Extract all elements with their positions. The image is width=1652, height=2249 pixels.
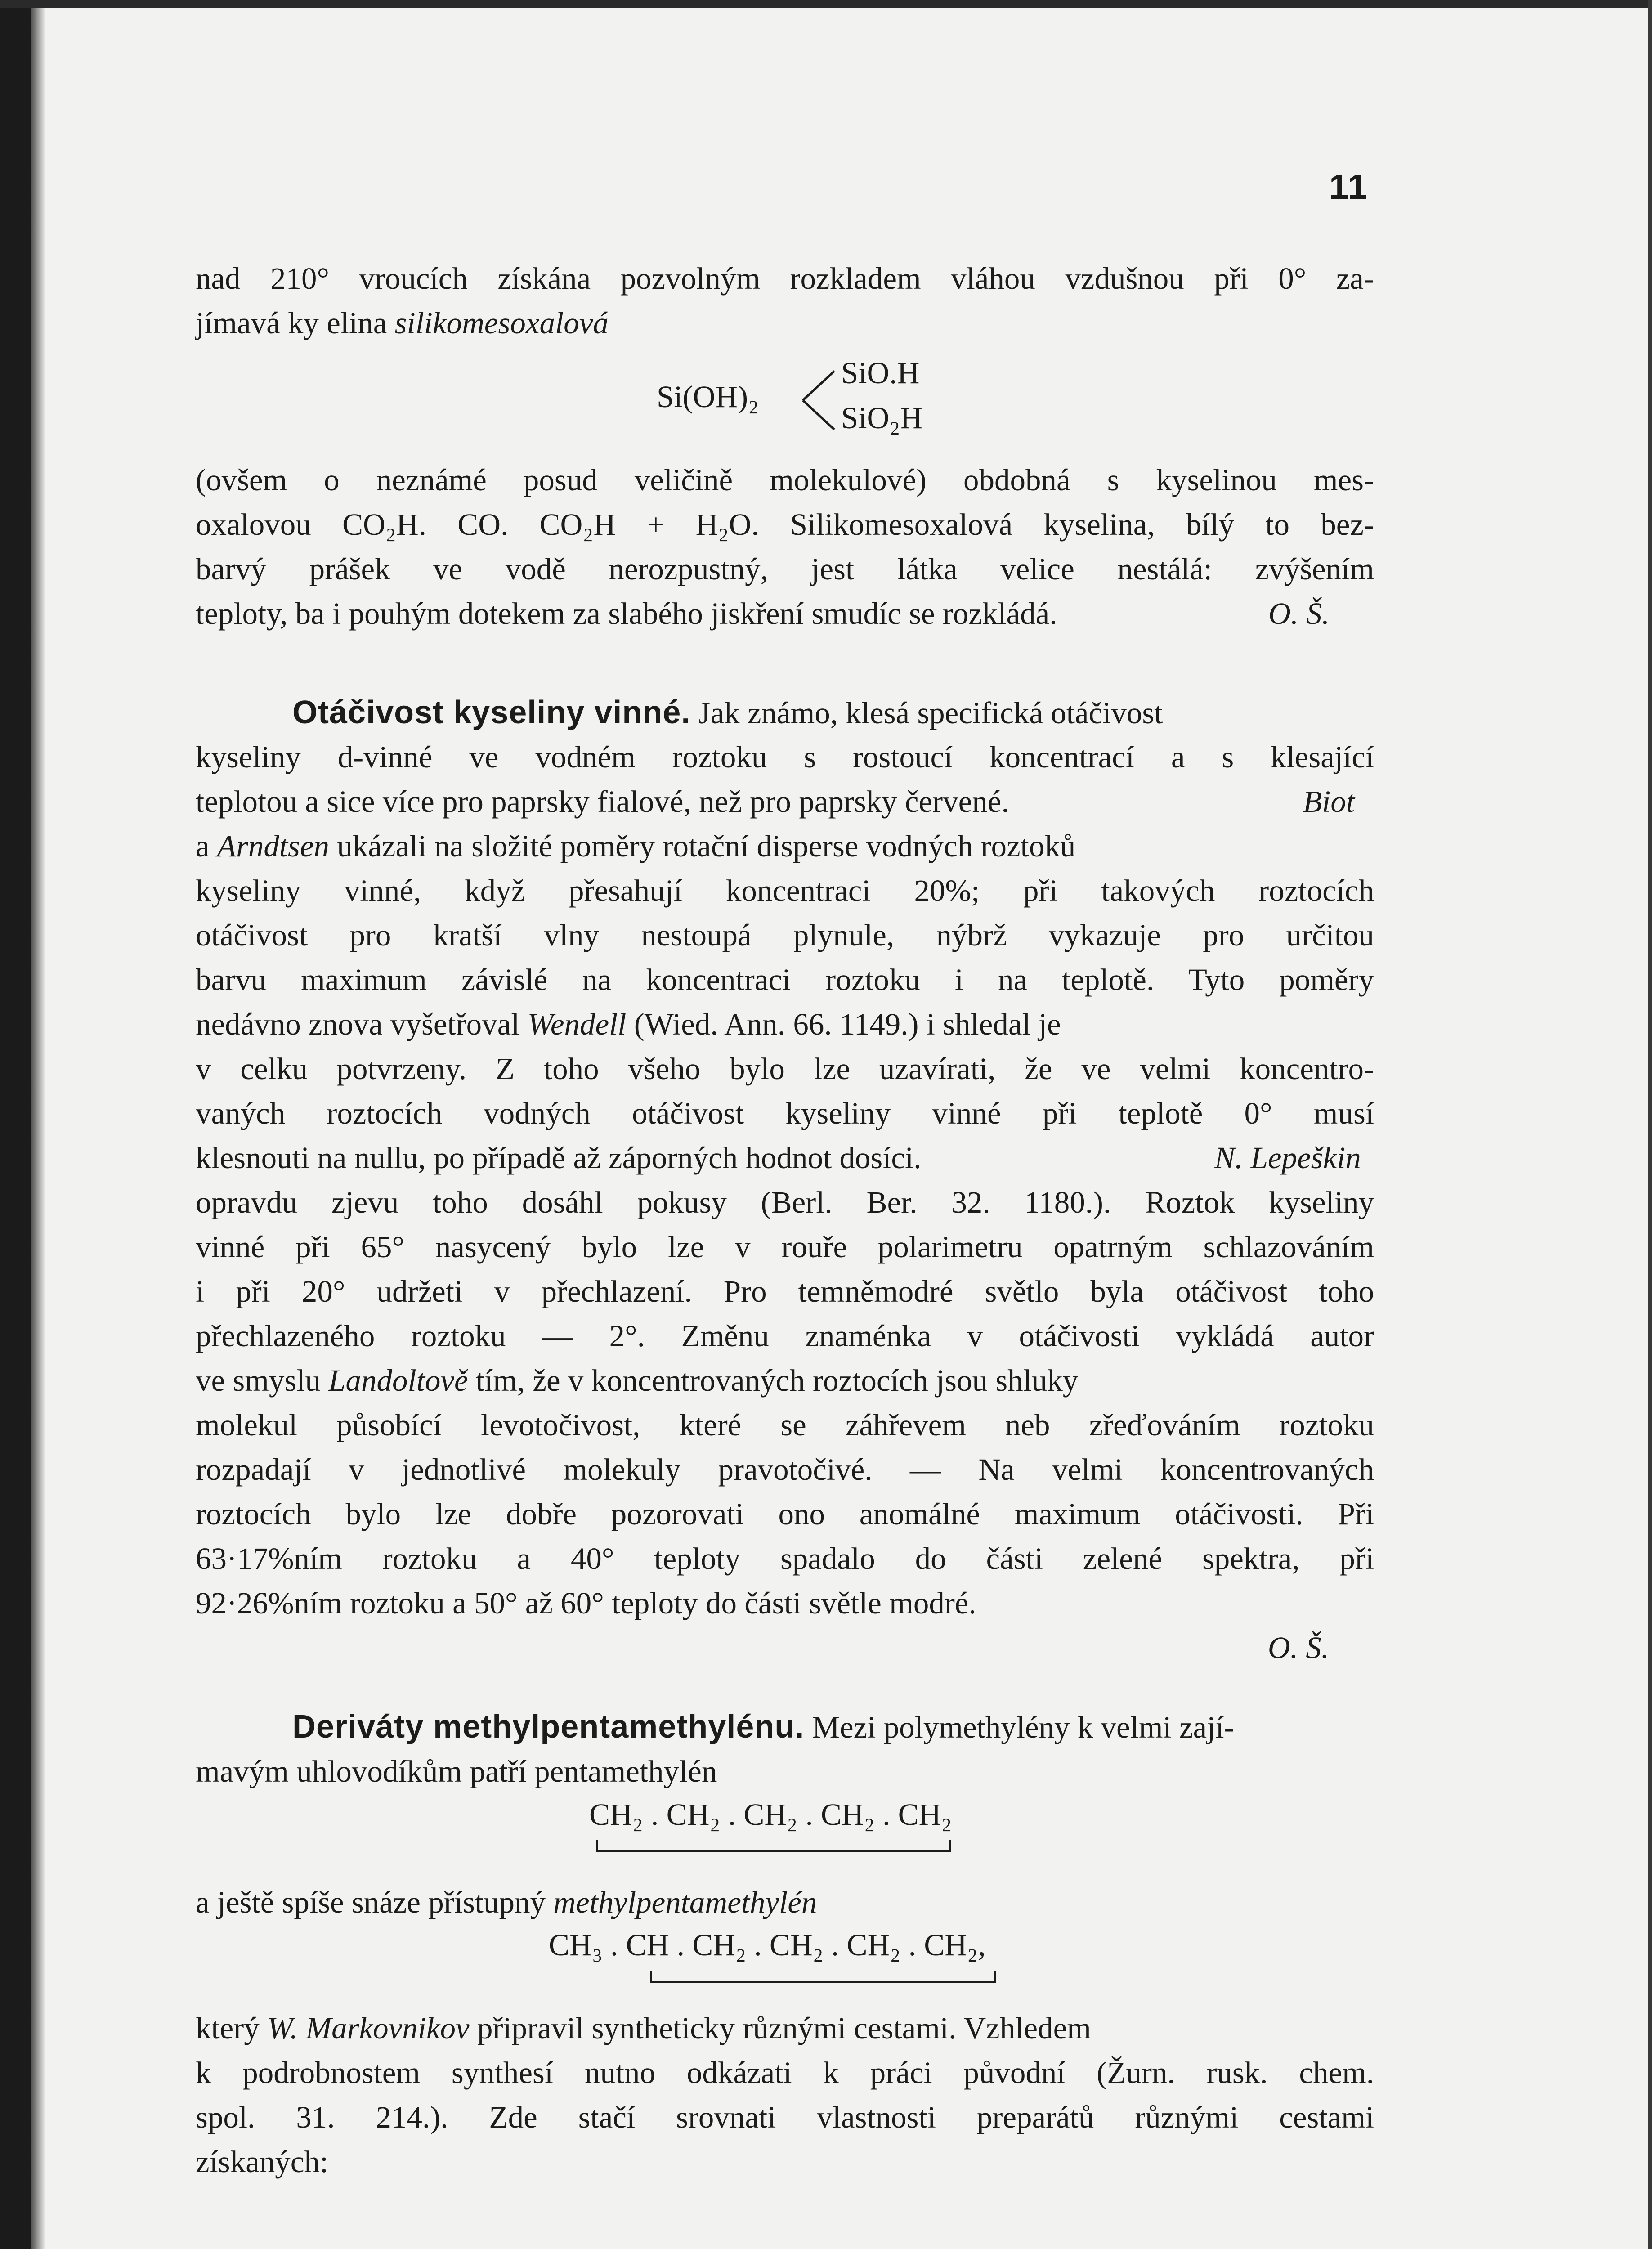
text-line: a ještě spíše snáze přístupný methylpentamethylén [196,1885,817,1919]
text-line: roztocích bylo lze dobře pozorovati ono anomálné maximum otáčivosti. Při [196,1497,1374,1531]
text-line: opravdu zjevu toho dosáhl pokusy (Berl. Ber. 32. 1180.). Roztok kyseliny [196,1185,1374,1219]
text-line: v celku potvrzeny. Z toho všeho bylo lze uzavírati, že ve velmi koncentro- [196,1052,1374,1086]
formula-top-group: SiO.H [841,356,920,390]
scan-right-edge [1648,0,1652,2249]
text-line: klesnouti na nullu, po případě až záporných hodnot dosíci. N. Lepeškin [196,1136,1374,1180]
text-line: získaných: [196,2145,329,2179]
term-silikomesoxalova: silikomesoxalová [394,306,609,340]
text-line: teplotou a sice více pro paprsky fialové, než pro paprsky červené. Biot [196,780,1374,824]
section-derivaty [196,1705,1374,1794]
text-line: 63·17%ním roztoku a 40° teploty spadalo do části zelené spektra, při [196,1541,1374,1576]
text-line: i při 20° udržeti v přechlazení. Pro temněmodré světlo byla otáčivost toho [196,1274,1374,1308]
text-line: nedávno znova vyšetřoval Wendell (Wied. Ann. 66. 1149.) i shledal je [196,1007,1061,1041]
text-line: teploty, ba i pouhým dotekem za slabého jiskření smudíc se rozkládá. O. Š. [196,591,1374,636]
text-line: a Arndtsen ukázali na složité poměry rotační disperse vodných roztoků [196,829,1076,863]
text-line: rozpadají v jednotlivé molekuly pravotočivé. — Na velmi koncentrovaných [196,1452,1374,1487]
text-line: Otáčivost kyseliny vinné. Jak známo, klesá specifická otáčivost [292,694,1163,730]
text-line: barvý prášek ve vodě nerozpustný, jest látka velice nestálá: zvýšením [196,552,1374,586]
scan-left-edge [0,0,31,2249]
author-landolt: Landoltově [328,1363,468,1398]
page-number: 11 [1329,167,1368,206]
text-line: vaných roztocích vodných otáčivost kyseliny vinné při teplotě 0° musí [196,1096,1374,1130]
scan-top-edge [0,0,1652,8]
section-otacivost [196,690,1374,1670]
author-lepeskin: N. Lepeškin [1214,1141,1361,1175]
text-line: 92·26%ním roztoku a 50° až 60° teploty do části světle modré. [196,1586,976,1620]
text-line: mavým uhlovodíkům patří pentamethylén [196,1754,717,1788]
formula-base: Si(OH)₂ [657,380,759,414]
text-line: molekul působící levotočivost, které se záhřevem neb zřeďováním roztoku [196,1408,1374,1442]
text-line: k podrobnostem synthesí nutno odkázati k práci původní (Žurn. rusk. chem. [196,2056,1374,2090]
text-line: barvu maximum závislé na koncentraci roztoku i na teplotě. Tyto poměry [196,963,1374,997]
author-wendell: Wendell [527,1007,627,1041]
text-line: (ovšem o neznámé posud veličině molekulové) obdobná s kyselinou mes- [196,463,1374,497]
text-line: který W. Markovnikov připravil syntheticky různými cestami. Vzhledem [196,2011,1091,2045]
paragraph-markovnikov [196,2006,1374,2184]
text-line: nad 210° vroucích získána pozvolným rozkladem vláhou vzdušnou při 0° za- [196,261,1374,296]
formula-pentamethylen: CH₂ . CH₂ . CH₂ . CH₂ . CH₂ [589,1797,952,1832]
text-line: přechlazeného roztoku — 2°. Změnu znaménka v otáčivosti vykládá autor [196,1319,1374,1353]
author-arndtsen: Arndtsen [217,829,330,863]
paragraph-silicomesoxalic-intro [196,256,1374,345]
text-line: spol. 31. 214.). Zde stačí srovnati vlastnosti preparátů různými cestami [196,2100,1374,2134]
author-markovnikov: W. Markovnikov [267,2011,470,2045]
text-line: otáčivost pro kratší vlny nestoupá plynule, nýbrž vykazuje pro určitou [196,918,1374,952]
section-heading-derivaty: Deriváty methylpentamethylénu. [292,1709,805,1745]
scan-left-shadow [31,0,45,2249]
text-line: vinné při 65° nasycený bylo lze v rouře polarimetru opatrným schlazováním [196,1230,1374,1264]
signature: O. Š. [1267,1631,1329,1665]
text-line: Deriváty methylpentamethylénu. Mezi polymethylény k velmi zají- [292,1709,1235,1745]
ring-closure-line [596,1840,951,1852]
formula-branch-lines [801,362,841,439]
paragraph-silicomesoxalic-body [196,458,1374,636]
formula-methylpentamethylen: CH₃ . CH . CH₂ . CH₂ . CH₂ . CH₂, [549,1928,986,1962]
term-methylpentamethylen: methylpentamethylén [553,1885,817,1919]
text-line: oxalovou CO₂H. CO. CO₂H + H₂O. Silikomesoxalová kyselina, bílý to bez- [196,507,1374,542]
text-line: jímavá ky elina silikomesoxalová [196,306,609,340]
text-line: kyseliny vinné, když přesahují koncentraci 20%; při takových roztocích [196,874,1374,908]
ring-closure-line [650,1971,996,1983]
author-biot: Biot [1303,784,1355,819]
text-line: ve smyslu Landoltově tím, že v koncentrovaných roztocích jsou shluky [196,1363,1079,1398]
section-heading-otacivost: Otáčivost kyseliny vinné. [292,694,691,730]
text-line: kyseliny d-vinné ve vodném roztoku s rostoucí koncentrací a s klesající [196,740,1374,774]
formula-bottom-group: SiO₂H [841,401,923,435]
signature: O. Š. [1268,596,1330,631]
text-methylpentamethylen-intro [196,1880,1374,1925]
